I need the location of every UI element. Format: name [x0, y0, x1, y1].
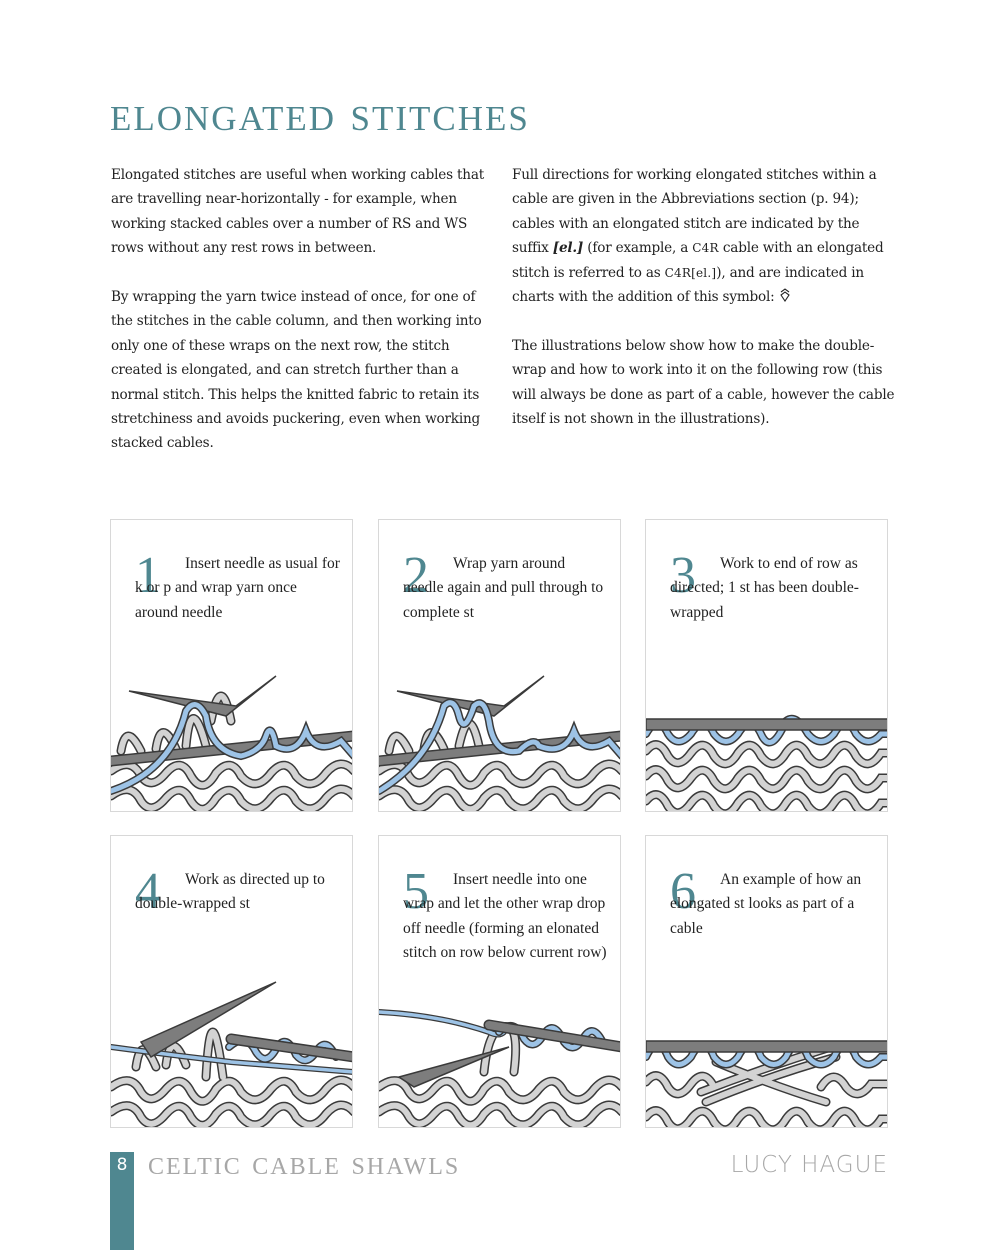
step-panel-4 — [110, 835, 353, 1128]
step-panel-3 — [645, 519, 888, 812]
step-panel-1 — [110, 519, 353, 812]
step-number: 6 — [670, 863, 696, 920]
step-panel-6 — [645, 835, 888, 1128]
step-text-content: An example of how an elongated st looks as part of a cable — [670, 871, 862, 937]
step-number: 1 — [135, 547, 161, 604]
step-text-content: Work to end of row as directed; 1 st has been double-wrapped — [670, 555, 859, 621]
page-number: 8 — [116, 1155, 128, 1175]
book-title: celtic cable shawls — [148, 1145, 461, 1182]
step-number: 2 — [403, 547, 429, 604]
text-run: ), and are indicated in charts with the addition of this symbol: — [512, 264, 864, 306]
intro-paragraph-3 — [512, 163, 897, 309]
knitting-illustration-step-1-icon — [111, 661, 353, 811]
el-suffix: [el.] — [552, 240, 584, 257]
page-title: elongated stitches — [110, 85, 530, 141]
author-name: LUCY HAGUE — [730, 1152, 888, 1178]
step-number: 5 — [403, 863, 429, 920]
step-number: 4 — [135, 863, 161, 920]
step-panel-2 — [378, 519, 621, 812]
intro-right-column — [512, 163, 897, 456]
step-text-content: Work as directed up to double-wrapped st — [135, 871, 325, 913]
step-text — [670, 868, 875, 941]
step-number: 3 — [670, 547, 696, 604]
text-run: (for example, a — [583, 240, 693, 257]
step-text-content: Wrap yarn around needle again and pull through to complete st — [403, 555, 604, 621]
knitting-illustration-step-6-icon — [646, 977, 888, 1127]
text-run: cable with an elongated stitch is referred to as — [512, 240, 884, 281]
knitting-illustration-step-4-icon — [111, 977, 353, 1127]
step-text — [135, 552, 340, 625]
abbreviation-c4r: C4R — [692, 241, 719, 256]
intro-paragraph-4: The illustrations below show how to make the double-wrap and how to work into it on the following row (this will always be done as part of a cable, however the cable itself is not shown in the illustrations). — [512, 337, 895, 428]
knitting-illustration-step-2-icon — [379, 661, 621, 811]
intro-left-column — [111, 163, 493, 480]
knitting-illustration-step-3-icon — [646, 661, 888, 811]
step-text — [135, 868, 340, 917]
text-run: Full directions for working elongated stitches within a cable are given in the Abbreviations section (p. 94); cables with an elongated stitch are indicated by the suffix — [512, 167, 877, 257]
intro-paragraph-2: By wrapping the yarn twice instead of once, for one of the stitches in the cable column, and then working into only one of these wraps on the next row, the stitch created is elongated, and can stretch further than a normal stitch. This helps the knitted fabric to retain its stretchiness and avoids puckering, even when working stacked cables. — [111, 289, 482, 452]
step-panel-5 — [378, 835, 621, 1128]
knitting-illustration-step-5-icon — [379, 977, 621, 1127]
step-text-content: Insert needle into one wrap and let the other wrap drop off needle (forming an elonated stitch on row below current row) — [403, 871, 607, 962]
step-text — [403, 552, 608, 625]
step-text — [403, 868, 608, 966]
abbreviation-c4r-el: C4R[el.] — [664, 265, 717, 280]
step-text-content: Insert needle as usual for k or p and wrap yarn once around needle — [135, 555, 340, 621]
step-text — [670, 552, 875, 625]
elongated-stitch-symbol-icon — [779, 288, 791, 302]
intro-paragraph-1: Elongated stitches are useful when working cables that are travelling near-horizontally - for example, when working stacked cables over a number of RS and WS rows without any rest rows in between. — [111, 167, 484, 257]
